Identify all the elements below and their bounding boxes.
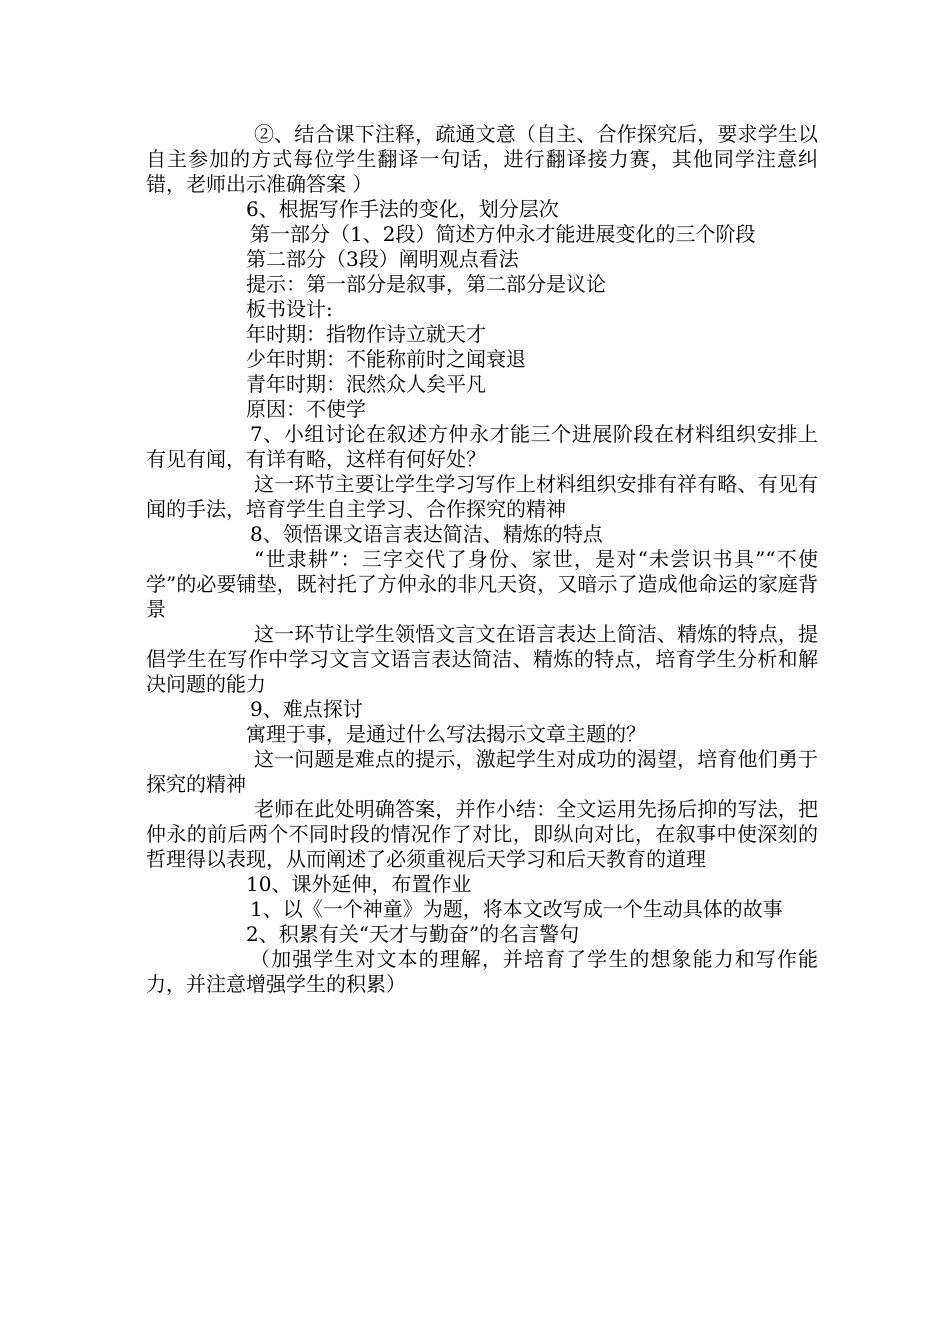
paragraph-step-10-heading: 10、课外延伸，布置作业 <box>246 872 472 896</box>
paragraph-question-note: 这一问题是难点的提示，激起学生对成功的渴望，培育他们勇于探究的精神 <box>146 747 818 796</box>
paragraph-step-9-heading: 9、难点探讨 <box>250 697 363 721</box>
paragraph-step-6-heading: 6、根据写作手法的变化，划分层次 <box>246 197 559 221</box>
paragraph-youth: 少年时期：不能称前时之闻衰退 <box>246 347 526 371</box>
paragraph-part-two: 第二部分（3段）阐明观点看法 <box>246 247 519 271</box>
paragraph-step-7-heading: 7、小组讨论在叙述方仲永才能三个进展阶段在材料组织安排上有见有闻，有详有略，这样有何好处？ <box>146 422 818 471</box>
paragraph-homework-2: 2、积累有关“天才与勤奋”的名言警句 <box>246 922 580 946</box>
paragraph-step-8-note: 这一环节让学生领悟文言文在语言表达上简洁、精炼的特点，提倡学生在写作中学习文言文语言表达简洁、精炼的特点，培育学生分析和解决问题的能力 <box>146 622 818 696</box>
document-body <box>146 122 818 997</box>
paragraph-reason: 原因：不使学 <box>246 397 366 421</box>
paragraph-adulthood: 青年时期：泯然众人矣平凡 <box>246 372 486 396</box>
paragraph-shi-li-geng: “世隶耕”：三字交代了身份、家世，是对“未尝识书具”“不使学”的必要铺垫，既衬托了方仲永的非凡天资，又暗示了造成他命运的家庭背景 <box>146 547 818 621</box>
paragraph-board-design: 板书设计: <box>246 297 333 321</box>
paragraph-childhood: 年时期：指物作诗立就天才 <box>246 322 486 346</box>
paragraph-translation-relay: ②、结合课下注释，疏通文意（自主、合作探究后，要求学生以自主参加的方式每位学生翻译一句话，进行翻译接力赛，其他同学注意纠错，老师出示准确答案 ） <box>146 122 818 196</box>
paragraph-step-7-note: 这一环节主要让学生学习写作上材料组织安排有祥有略、有见有闻的手法，培育学生自主学习、合作探究的精神 <box>146 472 818 521</box>
paragraph-hint: 提示：第一部分是叙事，第二部分是议论 <box>246 272 606 296</box>
paragraph-part-one: 第一部分（1、2段）简述方仲永才能进展变化的三个阶段 <box>250 222 756 246</box>
paragraph-question: 寓理于事，是通过什么写法揭示文章主题的？ <box>246 722 646 746</box>
paragraph-teacher-summary: 老师在此处明确答案，并作小结：全文运用先扬后抑的写法，把仲永的前后两个不同时段的情况作了对比，即纵向对比，在叙事中使深刻的哲理得以表现，从而阐述了必须重视后天学习和后天教育的道理 <box>146 797 818 871</box>
paragraph-step-8-heading: 8、领悟课文语言表达简洁、精炼的特点 <box>250 522 603 546</box>
paragraph-homework-note: （加强学生对文本的理解，并培育了学生的想象能力和写作能力，并注意增强学生的积累） <box>146 947 818 996</box>
paragraph-homework-1: 1、以《一个神童》为题，将本文改写成一个生动具体的故事 <box>250 897 783 921</box>
